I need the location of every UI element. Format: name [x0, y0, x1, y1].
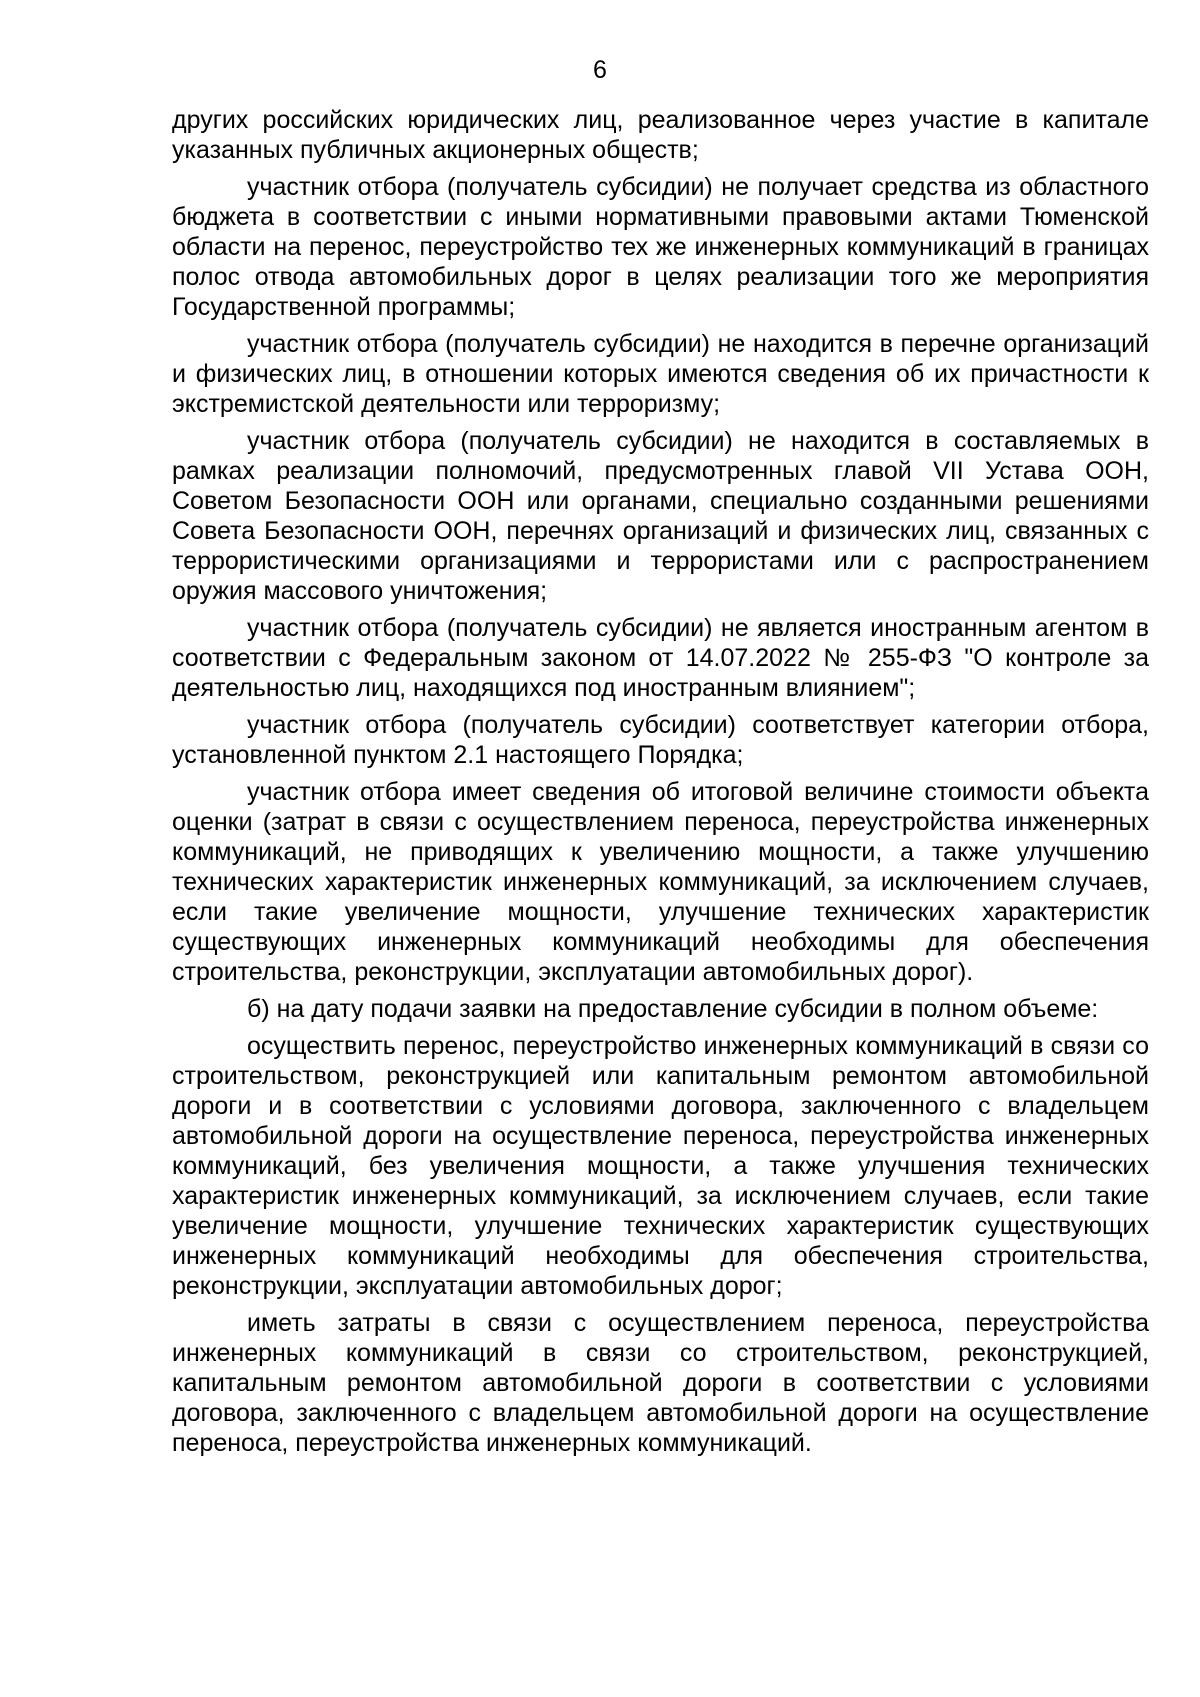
paragraph: осуществить перенос, переустройство инженерных коммуникаций в связи со строительством, реконструкцией или капитальным ремонтом автомобильной дороги и в соответствии с условиями договора, заключенного с владельцем автомобильной дороги на осуществление переноса, переустройства инженерных коммуникаций, без увеличения мощности, а также улучшения технических характеристик инженерных коммуникаций, за исключением случаев, если такие увеличение мощности, улучшение технических характеристик существующих инженерных коммуникаций необходимы для обеспечения строительства, реконструкции, эксплуатации автомобильных дорог;	[172, 1032, 1149, 1300]
paragraph: участник отбора имеет сведения об итоговой величине стоимости объекта оценки (затрат в связи с осуществлением переноса, переустройства инженерных коммуникаций, не приводящих к увеличению мощности, а также улучшению технических характеристик инженерных коммуникаций, за исключением случаев, если такие увеличение мощности, улучшение технических характеристик существующих инженерных коммуникаций необходимы для обеспечения строительства, реконструкции, эксплуатации автомобильных дорог).	[172, 778, 1149, 986]
paragraph: участник отбора (получатель субсидии) не находится в составляемых в рамках реализации полномочий, предусмотренных главой VII Устава ООН, Советом Безопасности ООН или органами, специально созданными решениями Совета Безопасности ООН, перечнях организаций и физических лиц, связанных с террористическими организациями и террористами или с распространением оружия массового уничтожения;	[172, 427, 1149, 605]
paragraph: участник отбора (получатель субсидии) не получает средства из областного бюджета в соответствии с иными нормативными правовыми актами Тюменской области на перенос, переустройство тех же инженерных коммуникаций в границах полос отвода автомобильных дорог в целях реализации того же мероприятия Государственной программы;	[172, 173, 1149, 321]
document-body	[172, 105, 1149, 1465]
page-number: 6	[593, 56, 607, 84]
paragraph: других российских юридических лиц, реализованное через участие в капитале указанных публичных акционерных обществ;	[172, 106, 1149, 164]
paragraph: участник отбора (получатель субсидии) не находится в перечне организаций и физических лиц, в отношении которых имеются сведения об их причастности к экстремистской деятельности или терроризму;	[172, 330, 1149, 418]
paragraph: иметь затраты в связи с осуществлением переноса, переустройства инженерных коммуникаций в связи со строительством, реконструкцией, капитальным ремонтом автомобильной дороги в соответствии с условиями договора, заключенного с владельцем автомобильной дороги на осуществление переноса, переустройства инженерных коммуникаций.	[172, 1309, 1149, 1457]
paragraph: участник отбора (получатель субсидии) соответствует категории отбора, установленной пунктом 2.1 настоящего Порядка;	[172, 711, 1149, 769]
paragraph: участник отбора (получатель субсидии) не является иностранным агентом в соответствии с Федеральным законом от 14.07.2022 № 255-ФЗ "О контроле за деятельностью лиц, находящихся под иностранным влиянием";	[172, 614, 1149, 702]
paragraph: б) на дату подачи заявки на предоставление субсидии в полном объеме:	[247, 995, 1099, 1023]
